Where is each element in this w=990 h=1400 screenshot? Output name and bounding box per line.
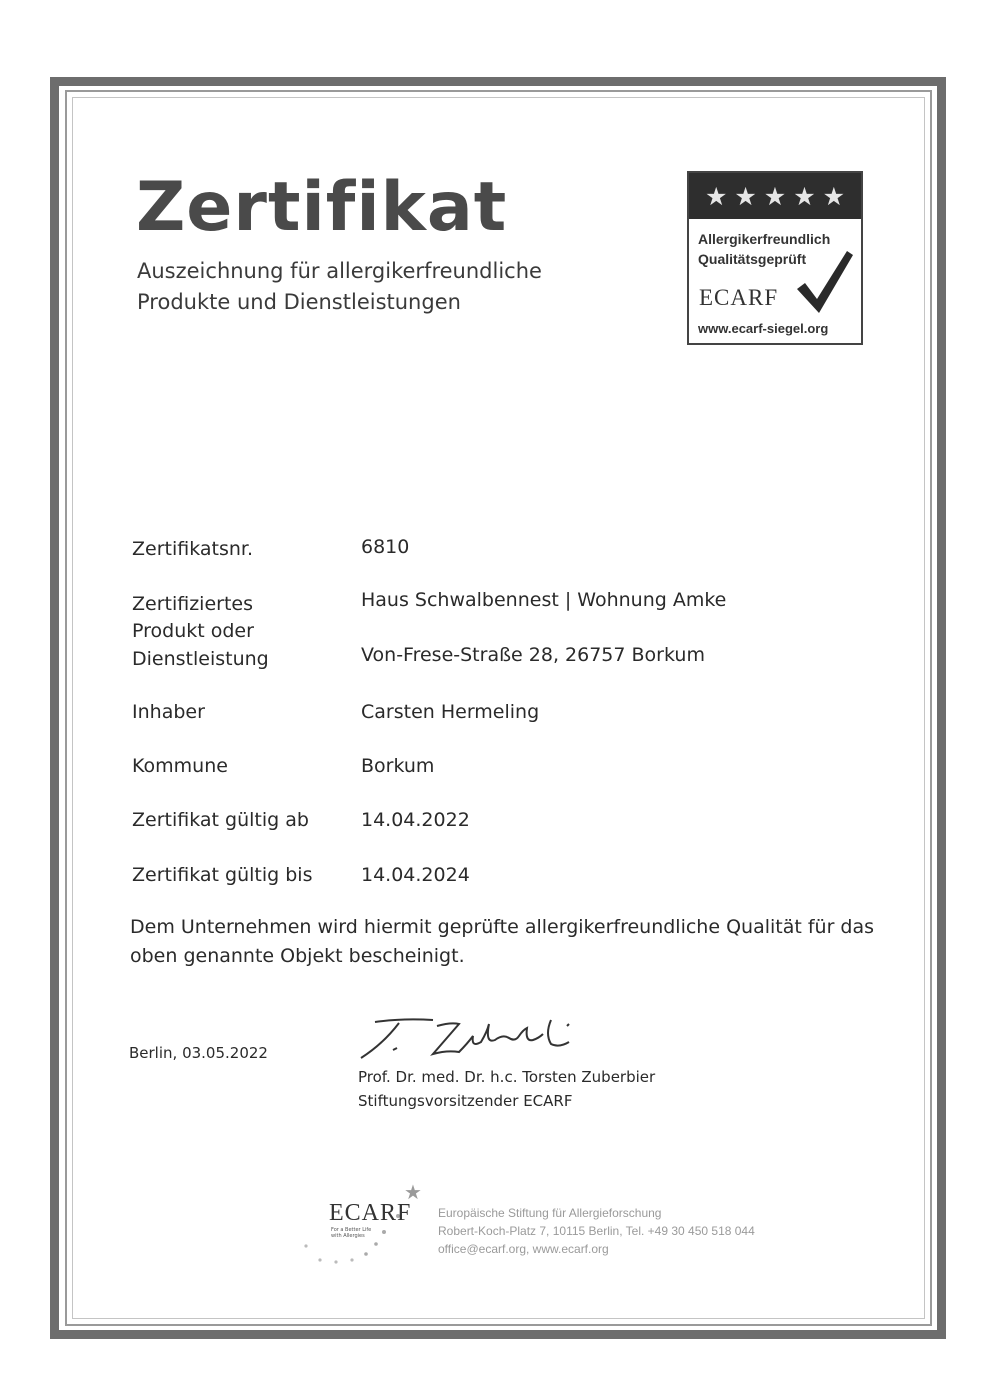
owner-value: Carsten Hermeling (361, 701, 540, 723)
cert-number-label: Zertifikatsnr. (132, 538, 254, 560)
signer-role: Stiftungsvorsitzender ECARF (358, 1092, 573, 1110)
certification-statement (130, 913, 890, 971)
statement-line-2: oben genannte Objekt bescheinigt. (130, 945, 465, 967)
star-icon: ★ (404, 1180, 422, 1204)
seal-text-quality-tested: Qualitätsgeprüft (698, 251, 807, 267)
signer-name: Prof. Dr. med. Dr. h.c. Torsten Zuberbier (358, 1068, 656, 1086)
star-icon: ★ (734, 181, 757, 211)
star-icon: ★ (763, 181, 787, 211)
owner-label: Inhaber (132, 701, 205, 723)
municipality-label: Kommune (132, 755, 228, 777)
checkmark-icon (793, 247, 855, 317)
footer-contact: office@ecarf.org, www.ecarf.org (438, 1242, 609, 1256)
valid-from-label: Zertifikat gültig ab (132, 809, 309, 831)
product-label-line-3: Dienstleistung (132, 648, 269, 670)
subtitle-line-2: Produkte und Dienstleistungen (137, 290, 461, 314)
valid-from-value: 14.04.2022 (361, 809, 470, 831)
subtitle-line-1: Auszeichnung für allergikerfreundliche (137, 259, 542, 283)
place-and-date: Berlin, 03.05.2022 (129, 1044, 268, 1062)
product-label-line-2: Produkt oder (132, 620, 254, 642)
seal-text-allergy-friendly: Allergikerfreundlich (698, 231, 831, 247)
footer-brand: ECARF (329, 1200, 412, 1226)
statement-line-1: Dem Unternehmen wird hiermit geprüfte allergikerfreundliche Qualität für das (130, 916, 875, 938)
footer-address: Robert-Koch-Platz 7, 10115 Berlin, Tel. +49 30 450 518 044 (438, 1224, 755, 1238)
footer-tagline: For a Better Life with Allergies (331, 1227, 372, 1239)
star-icon: ★ (793, 181, 816, 211)
seal-stars-band (689, 173, 861, 219)
valid-to-label: Zertifikat gültig bis (132, 864, 313, 886)
seal-url: www.ecarf-siegel.org (698, 321, 829, 336)
star-icon: ★ (822, 181, 846, 211)
seal-brand: ECARF (699, 285, 779, 310)
product-value-address: Von-Frese-Straße 28, 26757 Borkum (361, 644, 705, 666)
product-label-line-1: Zertifiziertes (132, 593, 254, 615)
ecarf-quality-seal (687, 171, 863, 345)
valid-to-value: 14.04.2024 (361, 864, 470, 886)
certificate-subtitle (137, 256, 542, 318)
footer-organization: Europäische Stiftung für Allergieforschung (438, 1206, 662, 1220)
product-value-name: Haus Schwalbennest | Wohnung Amke (361, 589, 727, 611)
cert-number-value: 6810 (361, 536, 410, 558)
certificate-title: Zertifikat (136, 168, 508, 247)
municipality-value: Borkum (361, 755, 435, 777)
star-icon: ★ (704, 181, 728, 211)
handwritten-signature (355, 1014, 585, 1064)
